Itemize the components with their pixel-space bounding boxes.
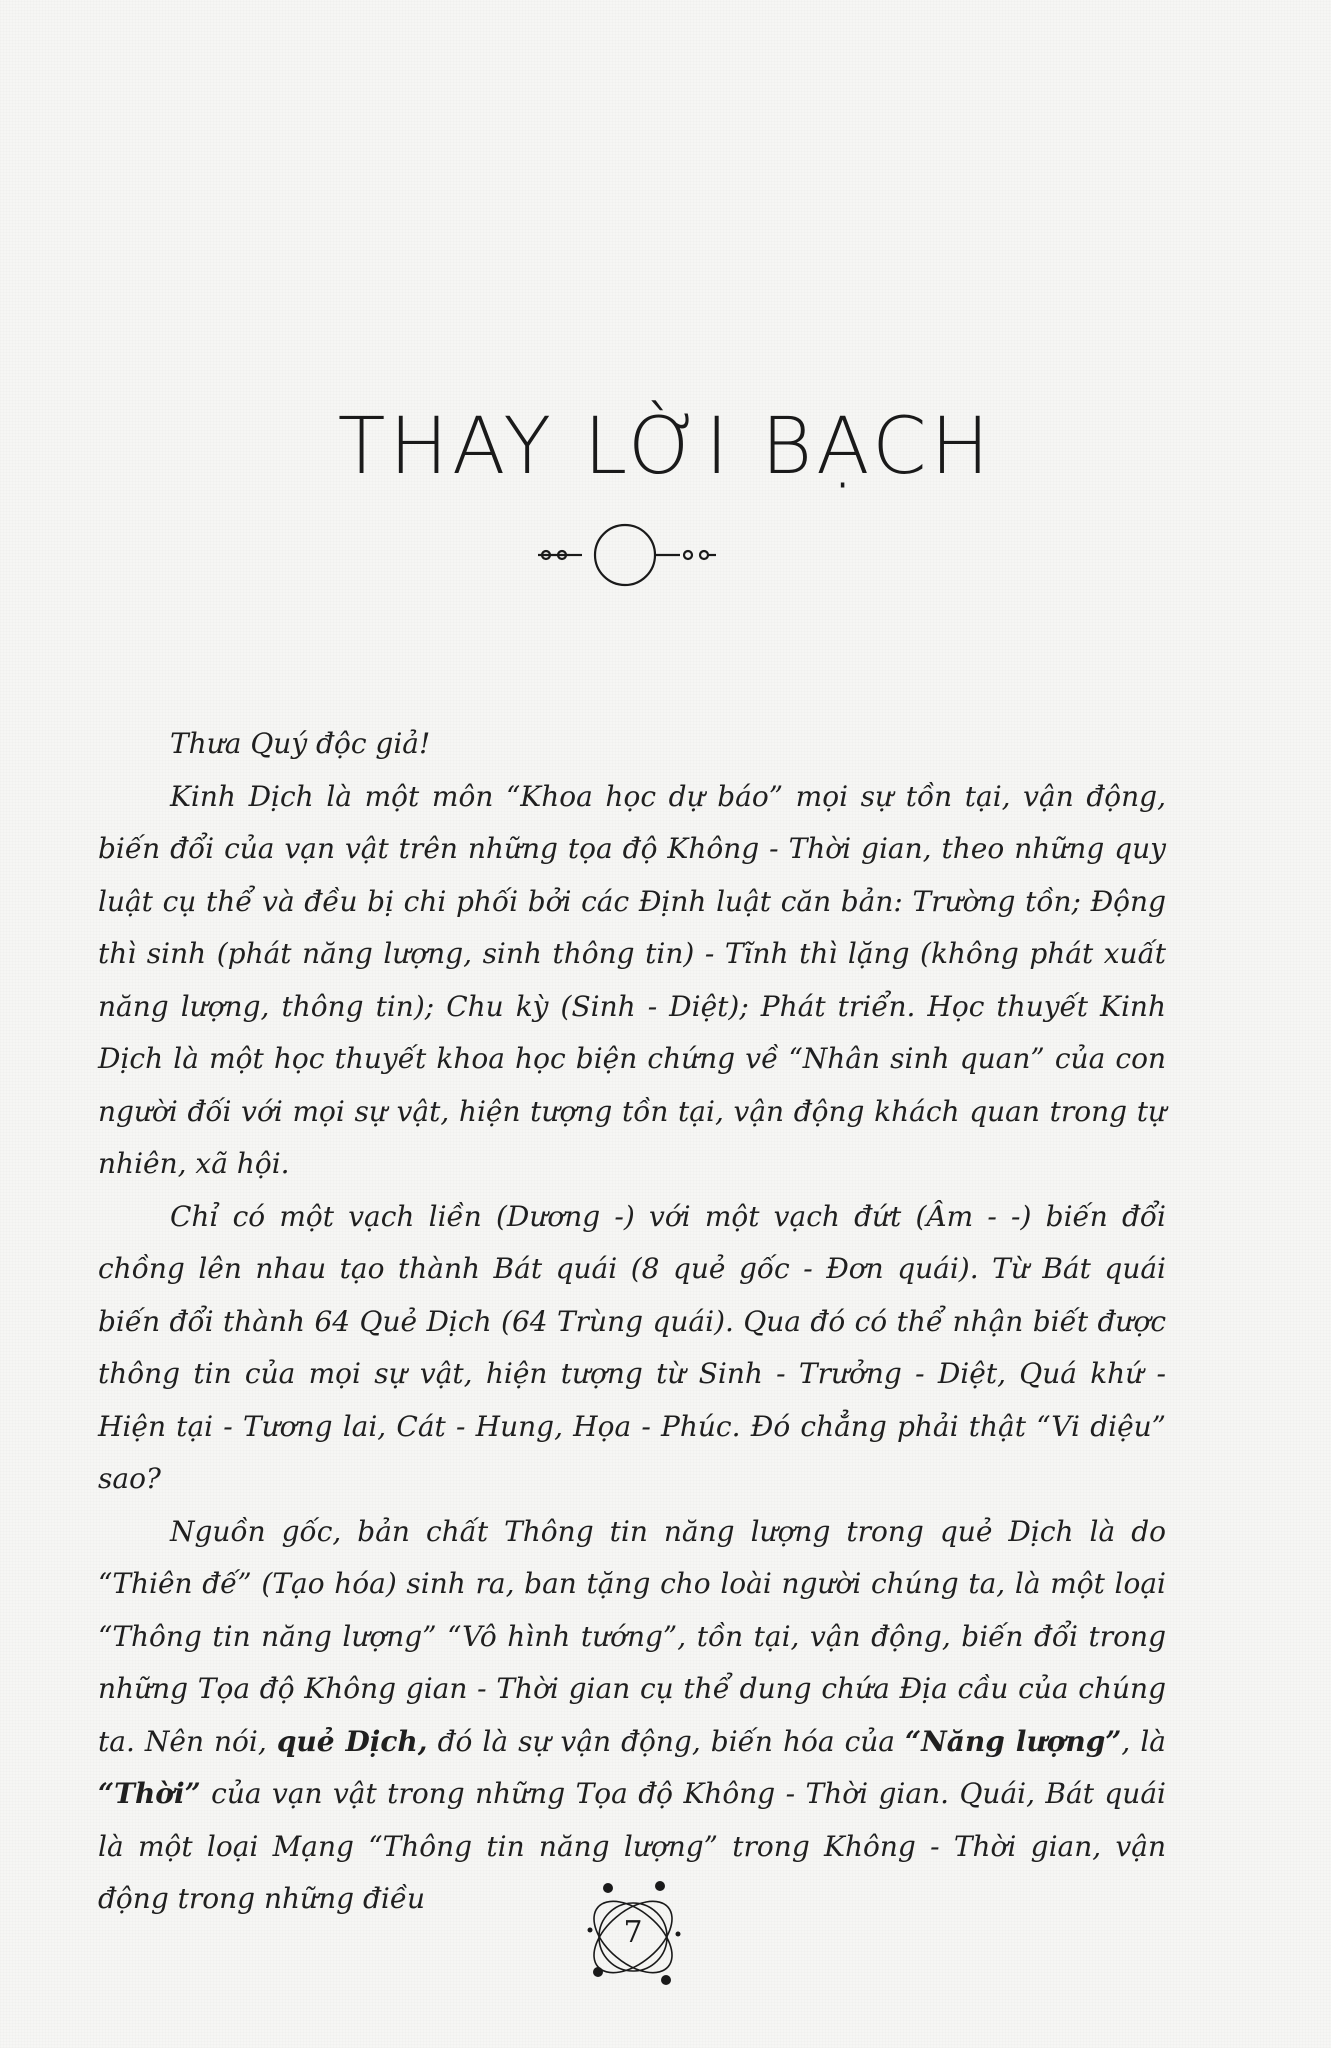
body-text	[98, 718, 1166, 1926]
text-run: của vạn vật trong những Tọa độ Không - Thời gian. Quái, Bát quái là một loại Mạng “Thông tin năng lượng” trong Không - Thời gian, vận động trong những điều	[98, 1777, 1166, 1915]
paragraph	[98, 1191, 1166, 1506]
bold-phrase: “Năng lượng”	[905, 1724, 1122, 1758]
text-run: , là	[1121, 1724, 1166, 1758]
paragraph	[98, 771, 1166, 1191]
text-run: Chỉ có một vạch liền (Dương -) với một vạch đứt (Âm - -) biến đổi chồng lên nhau tạo thành Bát quái (8 quẻ gốc - Đơn quái). Từ Bát quái biến đổi thành 64 Quẻ Dịch (64 Trùng quái). Qua đó có thể nhận biết được thông tin của mọi sự vật, hiện tượng từ Sinh - Trưởng - Diệt, Quá khứ - Hiện tại - Tương lai, Cát - Hung, Họa - Phúc. Đó chẳng phải thật “Vi diệu” sao?	[98, 1199, 1166, 1495]
moon-circle-ornament-icon	[530, 510, 720, 600]
bold-phrase: “Thời”	[98, 1777, 201, 1810]
text-run: đó là sự vận động, biến hóa của	[427, 1724, 906, 1758]
page-number: 7	[623, 1915, 643, 1950]
text-run: Nguồn gốc, bản chất Thông tin năng lượng trong quẻ Dịch là do “Thiên đế” (Tạo hóa) sinh ra, ban tặng cho loài người chúng ta, là một loại “Thông tin năng lượng” “Vô hình tướng”, tồn tại, vận động, biến đổi trong những Tọa độ Không gian - Thời gian cụ thể dung chứa Địa cầu của chúng ta. Nên nói,	[98, 1514, 1166, 1758]
page-title: THAY LỜI BẠCH	[337, 402, 994, 492]
greeting: Thưa Quý độc giả!	[170, 727, 431, 760]
paragraph	[98, 1506, 1166, 1926]
bold-phrase: quẻ Dịch,	[276, 1724, 428, 1758]
text-run: Kinh Dịch là một môn “Khoa học dự báo” mọi sự tồn tại, vận động, biến đổi của vạn vật trên những tọa độ Không - Thời gian, theo những quy luật cụ thể và đều bị chi phối bởi các Định luật căn bản: Trường tồn; Động thì sinh (phát năng lượng, sinh thông tin) - Tĩnh thì lặng (không phát xuất năng lượng, thông tin); Chu kỳ (Sinh - Diệt); Phát triển. Học thuyết Kinh Dịch là một học thuyết khoa học biện chứng về “Nhân sinh quan” của con người đối với mọi sự vật, hiện tượng tồn tại, vận động khách quan trong tự nhiên, xã hội.	[98, 779, 1166, 1180]
